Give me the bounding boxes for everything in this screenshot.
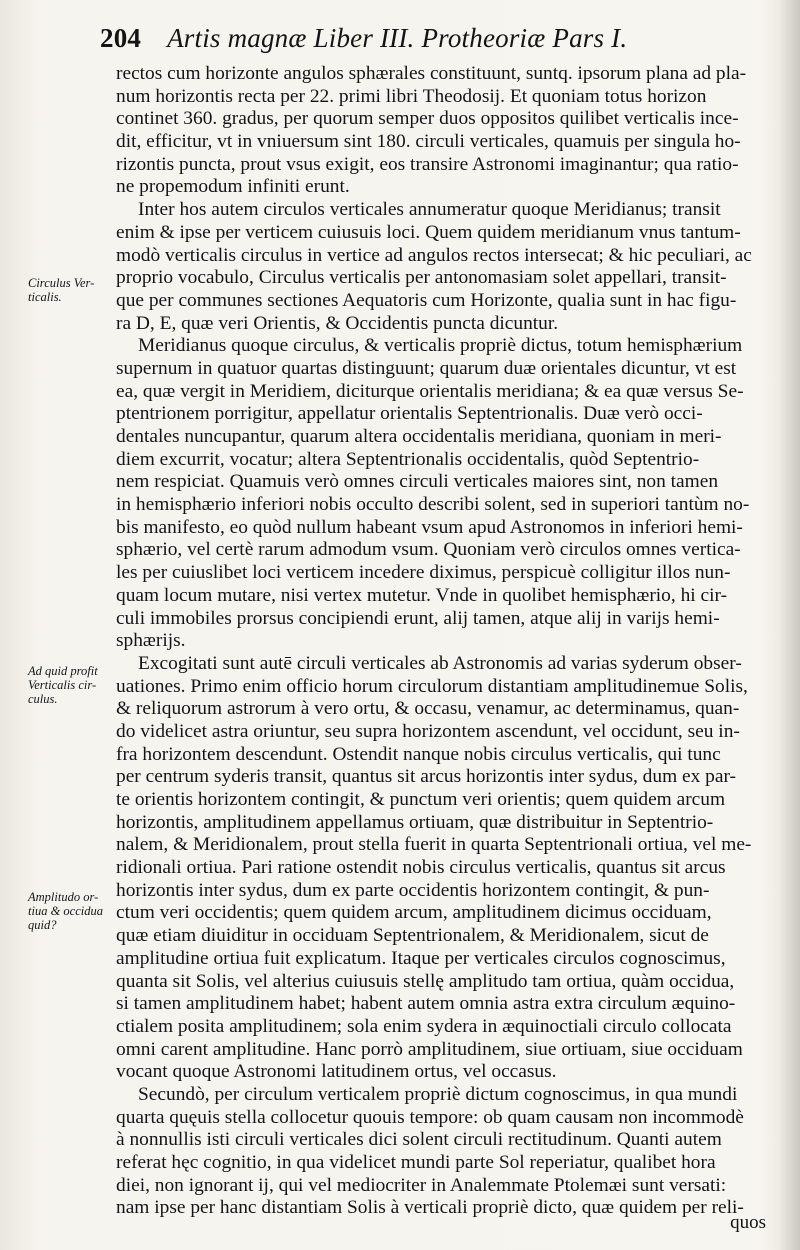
text-line: referat hęc cognitio, in qua videlicet mundi parte Sol reperiatur, qualibet hora [116,1152,716,1173]
marginal-note-line: Verticalis cir- [28,678,97,692]
text-line: bis manifesto, eo quòd nullum habeant vsum apud Astronomos in inferiori hemi- [116,516,743,538]
text-line: nem respiciat. Quamuis verò omnes circuli verticales maiores sint, non tamen [116,471,719,493]
text-line: quæ etiam diuiditur in occiduam Septentrionalem, & Meridionalem, sicut de [116,925,709,947]
text-line: te orientis horizontem contingit, & punctum veri orientis; quem quidem arcum [116,789,726,810]
marginal-note-line: Amplitudo or- [28,890,99,904]
text-line: omni carent amplitudine. Hanc porrò amplitudinem, siue ortiuam, siue occiduam [116,1038,743,1060]
main-text [116,63,766,1243]
text-line: nalem, & Meridionalem, prout stella fuerit in quarta Septentrionali ortiua, vel me- [116,834,752,856]
paragraph-start-line: Excogitati sunt autē circuli verticales ab Astronomis ad varias syderum obser- [138,652,742,674]
text-line: ridionali ortiua. Pari ratione ostendit nobis circulus verticalis, quantus sit arcus [116,857,726,879]
paragraph-start-line: Inter hos autem circulos verticales annumeratur quoque Meridianus; transit [138,199,721,221]
text-line: quanta sit Solis, vel alterius cuiusuis stellę amplitudo tam ortiua, quàm occidua, [116,970,735,992]
text-line: quam locum mutare, nisi vertex mutetur. Vnde in quolibet hemisphærio, hi cir- [116,584,728,606]
text-line: diem excurrit, vocatur; altera Septentrionalis occidentalis, quòd Septentrio- [116,448,700,470]
text-line: horizontis, amplitudinem appellamus ortiuam, quæ distribuitur in Septentrio- [116,811,714,833]
text-line: à nonnullis isti circuli verticales dici solent circuli rectitudinum. Quanti autem [116,1129,722,1151]
text-line: ea, quæ vergit in Meridiem, diciturque orientalis meridiana; & ea quæ versus Se- [116,380,744,402]
marginal-note-line: quid? [28,918,57,932]
text-line: rizontis puncta, prout vsus exigit, eos transire Astronomi imaginantur; qua ratio- [116,153,739,175]
text-line: nam ipse per hanc distantiam Solis à verticali propriè dicto, quæ quidem per reli- [116,1197,744,1219]
text-line: continet 360. gradus, per quorum semper duos oppositos quilibet verticalis ince- [116,108,739,130]
catchword: quos [730,1212,766,1233]
text-line: dit, efficitur, vt in vniuersum sint 180. circuli verticales, quamuis per singula ho- [116,131,741,153]
text-line: les per cuiuslibet loci verticem incedere diximus, perspicuè colligitur illos nun- [116,562,731,584]
text-line: vocant quoque Astronomi latitudinem ortus, vel occasus. [116,1061,557,1083]
running-head [100,20,700,56]
text-line: culi immobiles prorsus concipiendi erunt, alij tamen, atque alij in varijs hemi- [116,607,720,629]
text-line: quarta quęuis stella collocetur quouis tempore: ob quam causam non incommodè [116,1106,744,1128]
text-line: ctialem posita amplitudinem; sola enim sydera in æquinoctiali circulo collocata [116,1015,732,1037]
text-line: in hemisphærio inferiori nobis occulto describi solent, sed in superiori tantùm no- [116,494,750,516]
page-edge-shadow [778,0,800,1250]
text-line: ctum veri occidentis; quem quidem arcum, amplitudinem dicimus occiduam, [116,902,712,924]
text-line: que per communes sectiones Aequatoris cum Horizonte, qualia sunt in hac figu- [116,289,737,311]
page-number: 204 [100,23,142,53]
text-line: horizontis inter sydus, dum ex parte occidentis horizontem contingit, & pun- [116,879,710,901]
text-line: si tamen amplitudinem habet; habent autem omnia astra extra circulum æquino- [116,993,736,1015]
text-line: fra horizontem descendunt. Ostendit nanque nobis circulus verticalis, qui tunc [116,743,721,765]
text-line: ptentrionem porrigitur, appellatur orientalis Septentrionalis. Duæ verò occi- [116,403,703,425]
text-line: diei, non ignorant ij, qui vel mediocriter in Analemmate Ptolemæi sunt versati: [116,1174,727,1196]
text-line: enim & ipse per verticem cuiusuis loci. Quem quidem meridianum vnus tantum- [116,221,741,243]
marginal-note-line: tiua & occidua [28,904,103,918]
marginal-note-line: culus. [28,692,58,706]
text-line: do videlicet astra oriuntur, seu supra horizontem ascendunt, vel occidunt, seu in- [116,720,740,742]
text-line [116,1220,766,1243]
text-line: amplitudine ortiua fuit explicatum. Itaque per verticales circulos cognoscimus, [116,947,726,969]
running-head-title: Artis magnæ Liber III. Protheoriæ Pars I. [167,23,628,53]
text-line: num horizontis recta per 22. primi libri Theodosij. Et quoniam totus horizon [116,85,707,107]
text-line: sphærio, vel certè rarum admodum vsum. Quoniam verò circulos omnes vertica- [116,539,741,561]
text-line: supernum in quatuor quartas distinguunt; quarum duæ orientales dicuntur, vt est [116,357,737,379]
text-line: sphærijs. [116,630,186,652]
paragraph-start-line: Secundò, per circulum verticalem propriè dictum cognoscimus, in qua mundi [138,1083,738,1105]
marginal-note-ad-quid-prosit [28,664,114,706]
text-line: & reliquorum astrorum à vero ortu, & occasu, venamur, ac determinamus, quan- [116,698,740,720]
marginal-note-line: ticalis. [28,290,62,304]
text-line: dentales nuncupantur, quarum altera occidentalis meridiana, quoniam in meri- [116,426,722,447]
text-line: ra D, E, quæ veri Orientis, & Occidentis puncta dicuntur. [116,312,559,334]
text-line: modò verticalis circulus in vertice ad angulos rectos intersecat; & hic peculiari, ac [116,244,752,266]
marginal-note-circulus-verticalis [28,276,114,304]
marginal-note-line: Ad quid profit [28,664,98,678]
text-line: proprio vocabulo, Circulus verticalis per antonomasiam solet appellari, transit- [116,267,727,289]
text-line: ne propemodum infiniti erunt. [116,176,350,198]
marginal-note-amplitudo [28,890,114,932]
text-line: per centrum syderis transit, quantus sit arcus horizontis inter sydus, dum ex par- [116,766,736,788]
text-line: uationes. Primo enim officio horum circulorum distantiam amplitudinemue Solis, [116,675,748,697]
marginal-note-line: Circulus Ver- [28,276,95,290]
text-line: rectos cum horizonte angulos sphærales constituunt, suntq. ipsorum plana ad pla- [116,63,747,84]
paragraph-start-line: Meridianus quoque circulus, & verticalis propriè dictus, totum hemisphærium [138,335,743,357]
